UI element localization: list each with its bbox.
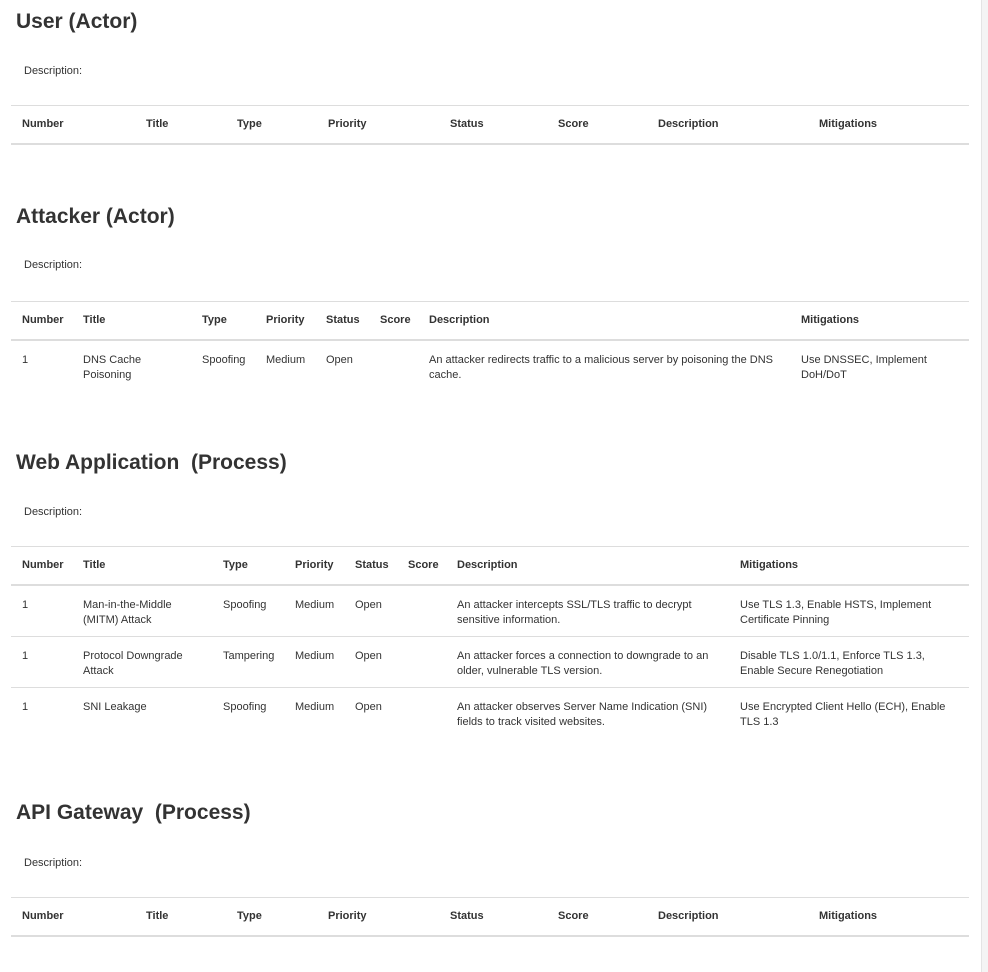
threat-table <box>11 105 969 145</box>
column-header-title[interactable]: Title <box>72 547 212 585</box>
column-header-type[interactable]: Type <box>226 898 317 936</box>
threat-table <box>11 546 969 738</box>
column-header-type[interactable]: Type <box>226 106 317 144</box>
cell-status: Open <box>344 585 397 637</box>
cell-mitigations: Disable TLS 1.0/1.1, Enforce TLS 1.3, Enable Secure Renegotiation <box>729 636 969 687</box>
table-row <box>11 636 969 687</box>
table-header-row <box>11 547 969 585</box>
section-description: Description: <box>24 65 83 77</box>
cell-number: 1 <box>22 700 29 713</box>
cell-score <box>397 687 446 738</box>
cell-title: SNI Leakage <box>83 700 147 713</box>
cell-title: DNS Cache Poisoning <box>83 353 142 381</box>
column-header-status[interactable]: Status <box>344 547 397 585</box>
cell-mitigations: Use DNSSEC, Implement DoH/DoT <box>801 353 927 381</box>
column-header-description[interactable]: Description <box>418 302 790 340</box>
cell-priority: Medium <box>284 585 344 637</box>
table-header-row <box>11 898 969 936</box>
cell-description: An attacker intercepts SSL/TLS traffic to decrypt sensitive information. <box>446 585 729 637</box>
cell-mitigations: Use Encrypted Client Hello (ECH), Enable TLS 1.3 <box>740 700 946 728</box>
column-header-status[interactable]: Status <box>439 898 547 936</box>
cell-type: Tampering <box>212 636 284 687</box>
cell-type: Spoofing <box>212 585 284 637</box>
column-header-status[interactable]: Status <box>315 302 369 340</box>
column-header-priority[interactable]: Priority <box>317 106 439 144</box>
column-header-number[interactable]: Number <box>11 106 135 144</box>
cell-title: Protocol Downgrade Attack <box>72 636 212 687</box>
column-header-title[interactable]: Title <box>135 898 226 936</box>
section-title: User (Actor) <box>16 10 138 33</box>
section-description: Description: <box>24 857 83 869</box>
column-header-number[interactable]: Number <box>11 898 135 936</box>
column-header-mitigations[interactable]: Mitigations <box>790 302 969 340</box>
cell-number: 1 <box>11 585 72 637</box>
cell-status: Open <box>355 700 382 713</box>
cell-mitigations: Use TLS 1.3, Enable HSTS, Implement Certificate Pinning <box>729 585 969 637</box>
cell-score <box>397 636 446 687</box>
section-title: Web Application (Process) <box>16 451 287 474</box>
cell-number: 1 <box>11 636 72 687</box>
threat-table <box>11 301 969 391</box>
cell-priority: Medium <box>295 700 335 713</box>
column-header-priority[interactable]: Priority <box>255 302 315 340</box>
column-header-status[interactable]: Status <box>439 106 547 144</box>
column-header-description[interactable]: Description <box>647 106 808 144</box>
column-header-type[interactable]: Type <box>212 547 284 585</box>
column-header-mitigations[interactable]: Mitigations <box>808 898 969 936</box>
cell-type: Spoofing <box>223 700 267 713</box>
cell-title: Man-in-the-Middle (MITM) Attack <box>72 585 212 637</box>
table-row <box>11 687 969 738</box>
column-header-score[interactable]: Score <box>547 898 647 936</box>
cell-description: An attacker observes Server Name Indication (SNI) fields to track visited websites. <box>457 700 708 728</box>
table-row <box>11 585 969 637</box>
column-header-score[interactable]: Score <box>547 106 647 144</box>
section-title: API Gateway (Process) <box>16 801 251 824</box>
column-header-priority[interactable]: Priority <box>317 898 439 936</box>
cell-description: An attacker redirects traffic to a malicious server by poisoning the DNS cache. <box>429 353 774 381</box>
column-header-mitigations[interactable]: Mitigations <box>808 106 969 144</box>
table-header-row <box>11 302 969 340</box>
cell-priority: Medium <box>266 353 306 366</box>
cell-priority: Medium <box>284 636 344 687</box>
cell-score <box>397 585 446 637</box>
cell-description: An attacker forces a connection to downgrade to an older, vulnerable TLS version. <box>446 636 729 687</box>
threat-table <box>11 897 969 937</box>
table-header-row <box>11 106 969 144</box>
table-row <box>11 340 969 391</box>
section-description: Description: <box>24 259 83 271</box>
column-header-number[interactable]: Number <box>11 547 72 585</box>
column-header-score[interactable]: Score <box>397 547 446 585</box>
cell-score <box>369 340 418 391</box>
cell-status: Open <box>326 353 353 366</box>
section-description: Description: <box>24 506 83 518</box>
scrollbar-track[interactable] <box>981 0 988 972</box>
column-header-description[interactable]: Description <box>647 898 808 936</box>
column-header-title[interactable]: Title <box>72 302 191 340</box>
cell-status: Open <box>344 636 397 687</box>
column-header-number[interactable]: Number <box>11 302 72 340</box>
cell-number: 1 <box>22 353 29 366</box>
column-header-priority[interactable]: Priority <box>284 547 344 585</box>
column-header-score[interactable]: Score <box>369 302 418 340</box>
column-header-type[interactable]: Type <box>191 302 255 340</box>
cell-type: Spoofing <box>202 353 246 366</box>
column-header-description[interactable]: Description <box>446 547 729 585</box>
section-title: Attacker (Actor) <box>16 205 175 228</box>
column-header-mitigations[interactable]: Mitigations <box>729 547 969 585</box>
column-header-title[interactable]: Title <box>135 106 226 144</box>
